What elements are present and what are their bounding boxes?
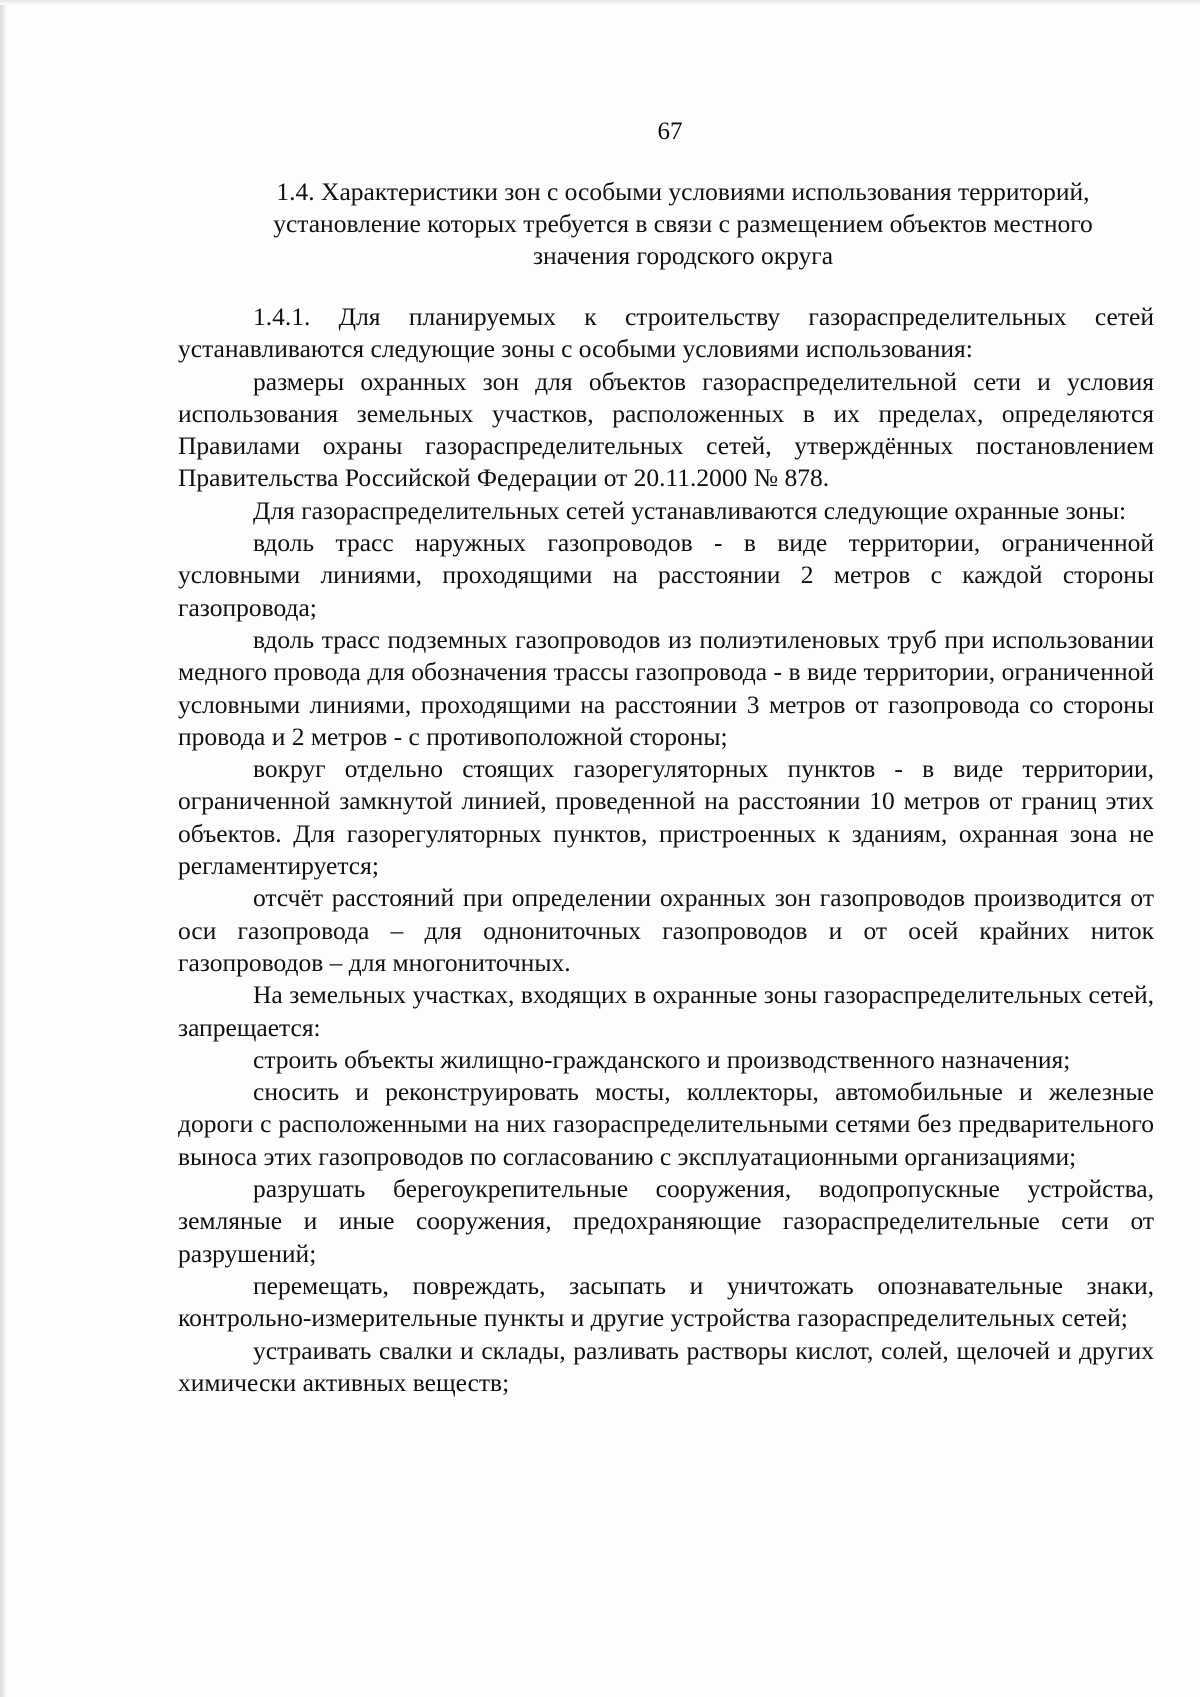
document-body: [178, 301, 1154, 1399]
page-number: 67: [657, 118, 683, 145]
paragraph-protection-zone-sizes: размеры охранных зон для объектов газораспределительной сети и условия использования земельных участков, расположенных в их пределах, определяются Правилами охраны газораспределительных сетей, утверждённых постановлением Правительства Российской Федерации от 20.11.2000 № 878.: [178, 366, 1154, 493]
paragraph-prohibitions-intro: На земельных участках, входящих в охранные зоны газораспределительных сетей, запрещается:: [178, 980, 1154, 1042]
list-item-no-moving-signs: перемещать, повреждать, засыпать и уничтожать опознавательные знаки, контрольно-измерительные пункты и другие устройства газораспределительных сетей;: [178, 1270, 1154, 1333]
paragraph-1-4-1: 1.4.1. Для планируемых к строительству газораспределительных сетей устанавливаются следующие зоны с особыми условиями использования:: [178, 302, 1154, 364]
heading-line: значения городского округа: [532, 241, 834, 270]
paragraph-zones-intro: Для газораспределительных сетей устанавливаются следующие охранные зоны:: [253, 495, 1127, 525]
heading-line: 1.4. Характеристики зон с особыми условиями использования территорий,: [276, 177, 1090, 206]
list-item-distance-measurement: отсчёт расстояний при определении охранных зон газопроводов производится от оси газопровода – для однониточных газопроводов и от осей крайних ниток газопроводов – для многониточных.: [178, 883, 1154, 977]
list-item-no-construction: строить объекты жилищно-гражданского и производственного назначения;: [253, 1044, 1071, 1074]
list-item-underground-pipelines: вдоль трасс подземных газопроводов из полиэтиленовых труб при использовании медного провода для обозначения трассы газопровода - в виде территории, ограниченной условными линиями, проходящими на расстоянии 3 метров от газопровода со стороны провода и 2 метров - с противоположной стороны;: [178, 624, 1154, 751]
list-item-no-demolition: сносить и реконструировать мосты, коллекторы, автомобильные и железные дороги с расположенными на них газораспределительными сетями без предварительного выноса этих газопроводов по согласованию с эксплуатационными организациями;: [178, 1077, 1154, 1171]
heading-line: установление которых требуется в связи с размещением объектов местного: [273, 209, 1093, 238]
list-item-outdoor-pipelines: вдоль трасс наружных газопроводов - в виде территории, ограниченной условными линиями, проходящими на расстоянии 2 метров с каждой стороны газопровода;: [178, 528, 1154, 622]
list-item-no-destroying-structures: разрушать берегоукрепительные сооружения, водопропускные устройства, земляные и иные сооружения, предохраняющие газораспределительные сети от разрушений;: [178, 1174, 1154, 1268]
list-item-no-dumps: устраивать свалки и склады, разливать растворы кислот, солей, щелочей и других химически активных веществ;: [178, 1335, 1154, 1397]
scan-edge-shadow: [0, 0, 6, 1697]
section-heading: [200, 176, 1166, 272]
list-item-regulator-points: вокруг отдельно стоящих газорегуляторных пунктов - в виде территории, ограниченной замкнутой линией, проведенной на расстоянии 10 метров от границ этих объектов. Для газорегуляторных пунктов, пристроенных к зданиям, охранная зона не регламентируется;: [178, 754, 1154, 881]
scan-top-shadow: [0, 0, 1200, 5]
